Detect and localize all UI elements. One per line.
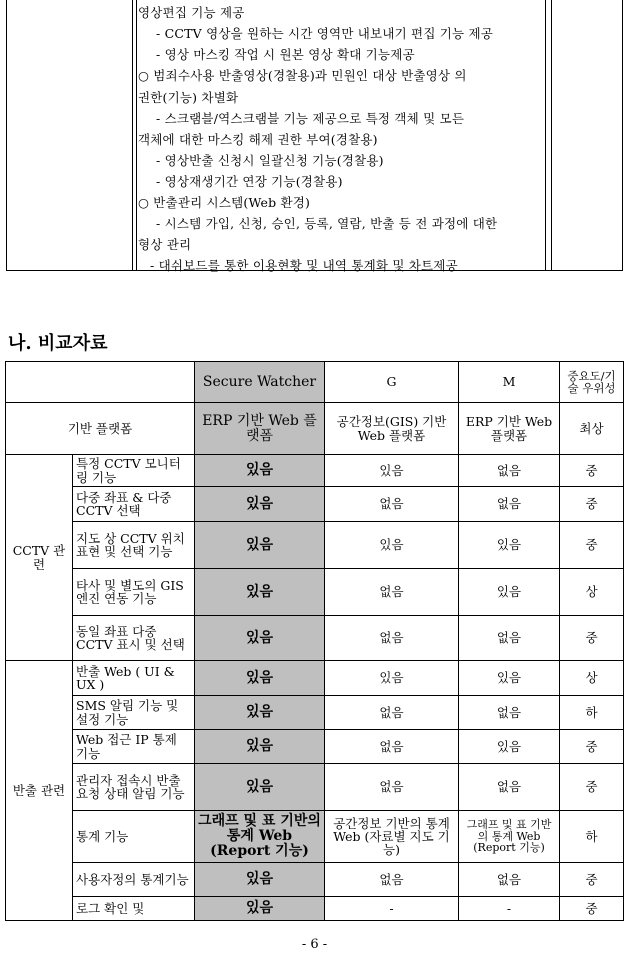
spec-line: 영상편집 기능 제공 [138,5,245,20]
g-cell: 있음 [325,661,459,696]
feature-cell: 로그 확인 및 [73,897,195,921]
g-cell: 없음 [325,487,459,522]
m-cell: 없음 [459,696,560,730]
m-cell: 있음 [459,522,560,569]
g-cell: 없음 [325,730,459,764]
g-cell: 없음 [325,863,459,897]
importance-cell: 중 [560,764,624,811]
sw-cell: 있음 [195,661,325,696]
m-cell: 그래프 및 표 기반의 통계 Web (Report 기능) [459,811,560,863]
sw-cell: 있음 [195,569,325,616]
platform-importance: 최상 [560,403,624,455]
box-divider-1 [132,0,133,270]
spec-line: - CCTV 영상을 원하는 시간 영역만 내보내기 편집 기능 제공 [156,26,494,41]
spec-line: 형상 관리 [138,237,192,252]
table-row [6,522,624,569]
sw-cell: 있음 [195,730,325,764]
importance-cell: 중 [560,522,624,569]
feature-cell: 사용자정의 통계기능 [73,863,195,897]
m-cell: 없음 [459,616,560,661]
table-row [6,455,624,487]
table-row [6,863,624,897]
platform-label: 기반 플랫폼 [6,403,195,455]
box-divider-4 [551,0,552,270]
sw-cell: 있음 [195,616,325,661]
sw-cell: 있음 [195,522,325,569]
m-cell: 없음 [459,455,560,487]
table-row [6,661,624,696]
table-row [6,811,624,863]
m-cell: 없음 [459,764,560,811]
spec-line: - 스크램블/역스크램블 기능 제공으로 특정 객체 및 모든 [156,111,465,126]
table-row [6,897,624,921]
m-cell: 없음 [459,863,560,897]
m-cell: 있음 [459,730,560,764]
importance-cell: 중 [560,897,624,921]
spec-line: 권한(기능) 차별화 [138,90,239,105]
page-number: - 6 - [301,937,328,952]
importance-cell: 중 [560,616,624,661]
spec-line: - 영상반출 신청시 일괄신청 기능(경찰용) [156,153,384,168]
g-cell: - [325,897,459,921]
g-cell: 있음 [325,455,459,487]
table-header-row [6,362,624,403]
feature-cell: 반출 Web ( UI & UX ) [73,661,195,696]
feature-cell: SMS 알림 기능 및 설정 기능 [73,696,195,730]
table-row [6,569,624,616]
g-cell: 없음 [325,616,459,661]
importance-cell: 상 [560,661,624,696]
sw-cell: 있음 [195,764,325,811]
spec-line: ○ 반출관리 시스템(Web 환경) [138,195,311,210]
spec-line: - 영상재생기간 연장 기능(경찰용) [156,174,343,189]
feature-cell: 다중 좌표 & 다중 CCTV 선택 [73,487,195,522]
feature-cell: 관리자 접속시 반출 요청 상태 알림 기능 [73,764,195,811]
m-cell: 있음 [459,569,560,616]
sw-cell: 있음 [195,696,325,730]
sw-cell: 그래프 및 표 기반의 통계 Web (Report 기능) [195,811,325,863]
feature-cell: 동일 좌표 다중 CCTV 표시 및 선택 [73,616,195,661]
box-border-left [6,0,7,270]
importance-cell: 중 [560,487,624,522]
feature-cell: 타사 및 별도의 GIS 엔진 연동 기능 [73,569,195,616]
table-row [6,487,624,522]
platform-g: 공간정보(GIS) 기반 Web 플랫폼 [325,403,459,455]
importance-cell: 상 [560,569,624,616]
feature-cell: 통계 기능 [73,811,195,863]
sw-cell: 있음 [195,455,325,487]
g-cell: 없음 [325,764,459,811]
box-divider-2 [136,0,137,270]
box-border-right [622,0,623,270]
g-cell: 없음 [325,696,459,730]
table-row [6,696,624,730]
continuation-box [6,0,623,272]
table-row [6,730,624,764]
importance-cell: 중 [560,863,624,897]
sw-cell: 있음 [195,487,325,522]
platform-m: ERP 기반 Web 플랫폼 [459,403,560,455]
g-cell: 없음 [325,569,459,616]
section-heading: 나. 비교자료 [8,333,108,354]
group-label-cctv: CCTV 관련 [6,455,73,661]
m-cell: 없음 [459,487,560,522]
m-cell: 있음 [459,661,560,696]
importance-cell: 하 [560,696,624,730]
table-row [6,616,624,661]
g-cell: 공간정보 기반의 통계 Web (자료별 지도 기능) [325,811,459,863]
platform-row [6,403,624,455]
feature-cell: 지도 상 CCTV 위치 표현 및 선택 기능 [73,522,195,569]
feature-cell: 특정 CCTV 모니터링 기능 [73,455,195,487]
feature-cell: Web 접근 IP 통제 기능 [73,730,195,764]
spec-line: - 대쉬보드를 통한 이용현황 및 내역 통계화 및 차트제공 [150,258,458,273]
spec-line: - 영상 마스킹 작업 시 원본 영상 확대 기능제공 [156,47,415,62]
header-secure-watcher: Secure Watcher [195,362,325,403]
sw-cell: 있음 [195,897,325,921]
importance-cell: 중 [560,730,624,764]
spec-line: - 시스템 가입, 신청, 승인, 등록, 열람, 반출 등 전 과정에 대한 [156,216,498,231]
spec-line: ○ 범죄수사용 반출영상(경찰용)과 민원인 대상 반출영상 의 [138,68,467,83]
header-empty-cell [6,362,195,403]
table-row [6,764,624,811]
importance-cell: 하 [560,811,624,863]
m-cell: - [459,897,560,921]
header-importance: 중요도/기술 우위성 [560,362,624,403]
sw-cell: 있음 [195,863,325,897]
group-label-export: 반출 관련 [6,661,73,921]
spec-line: 객체에 대한 마스킹 해제 권한 부여(경찰용) [138,132,378,147]
header-m: M [459,362,560,403]
importance-cell: 중 [560,455,624,487]
header-g: G [325,362,459,403]
box-divider-3 [545,0,546,270]
g-cell: 있음 [325,522,459,569]
comparison-table [5,361,624,921]
platform-sw: ERP 기반 Web 플랫폼 [195,403,325,455]
